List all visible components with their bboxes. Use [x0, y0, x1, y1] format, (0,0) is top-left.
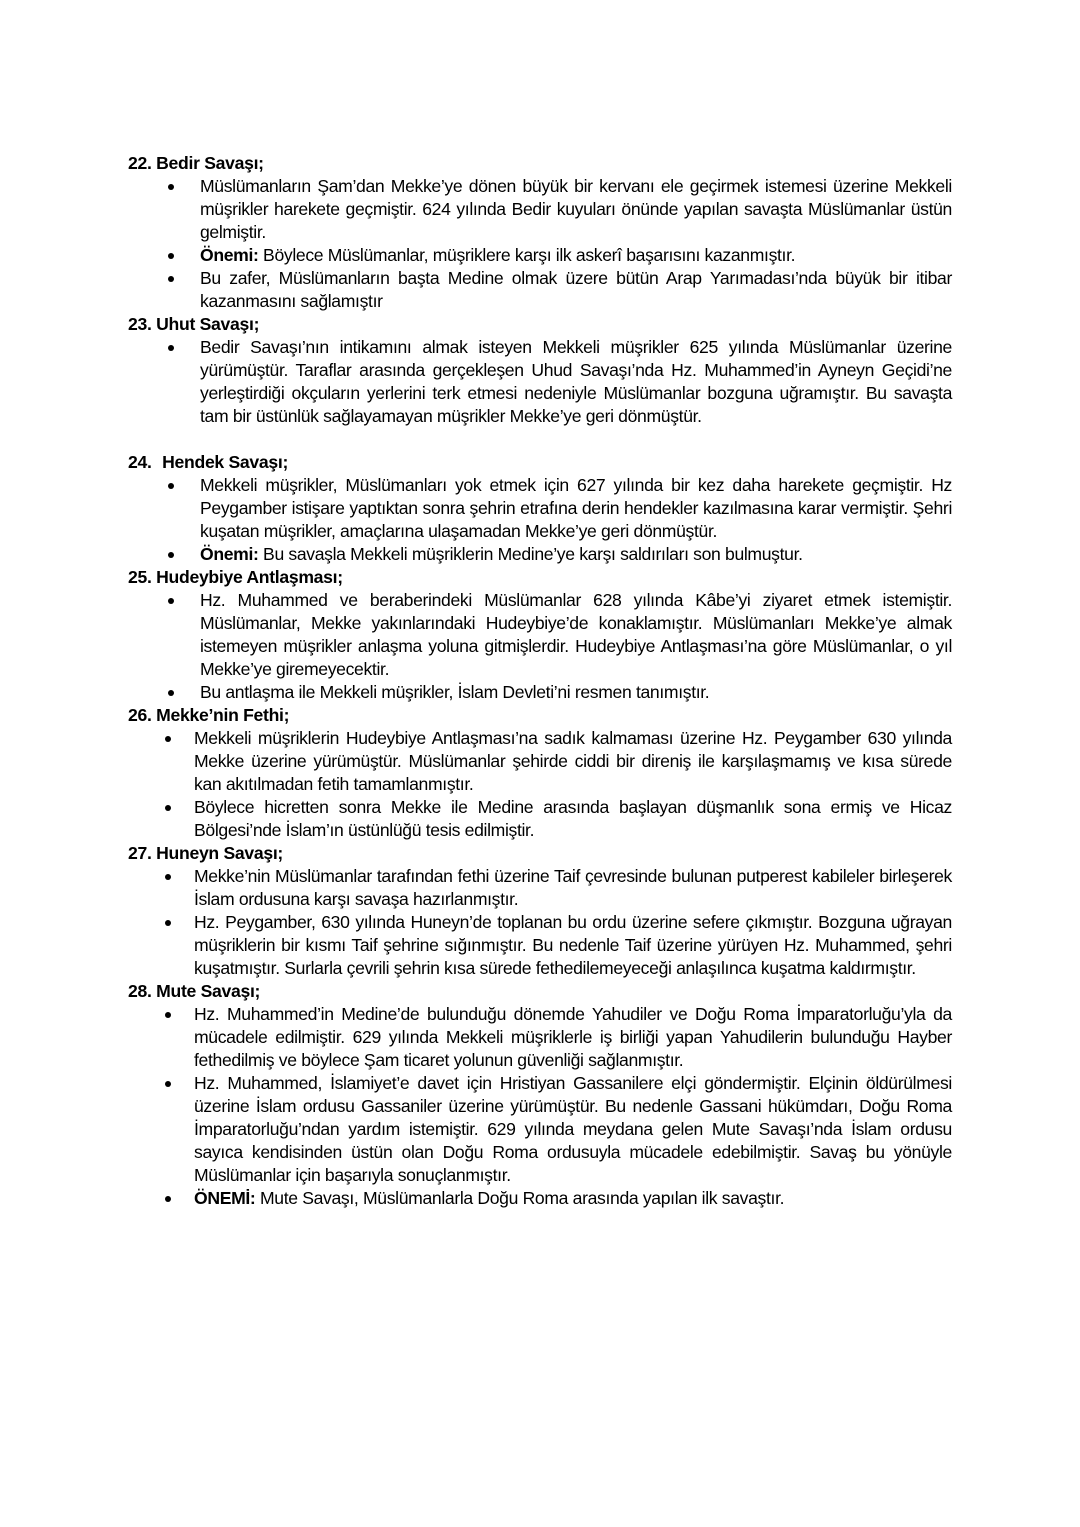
bullet-icon	[165, 1081, 171, 1087]
section-heading	[128, 980, 952, 1003]
bullet-icon	[168, 253, 174, 259]
bullet-text: Bu zafer, Müslümanların başta Medine olmak üzere bütün Arap Yarımadası’nda büyük bir itibar kazanmasını sağlamıştır	[200, 268, 952, 311]
bullet-icon	[168, 598, 174, 604]
bullet-icon	[165, 736, 171, 742]
bullet-text: Hz. Muhammed, İslamiyet’e davet için Hristiyan Gassanilere elçi göndermiştir. Elçinin öldürülmesi üzerine İslam ordusu Gassaniler üzerine yürümüştür. Bu nedenle Gassani hükümdarı, Doğu Roma İmparatorluğu’ndan yardım istemiştir. 629 yılında meydana gelen Mute Savaşı’nda İslam ordusu sayıca kendisinden üstün olan Doğu Roma ordusuyla mücadele edebilmiştir. Savaş bu yönüyle Müslümanlar için başarıyla sonuçlanmıştır.	[194, 1073, 952, 1185]
bullet-list	[128, 175, 952, 313]
section-huneyn-savasi	[128, 842, 952, 980]
bullet-list	[128, 336, 952, 428]
section-heading	[128, 566, 952, 589]
list-item	[128, 589, 952, 681]
section-mute-savasi	[128, 980, 952, 1210]
section-heading	[128, 451, 952, 474]
section-number: 25.	[128, 567, 152, 587]
bullet-text: Mekke’nin Müslümanlar tarafından fethi üzerine Taif çevresinde bulunan putperest kabileler birleşerek İslam ordusuna karşı savaşa hazırlanmıştır.	[194, 866, 952, 909]
bullet-icon	[165, 805, 171, 811]
section-title: Mekke’nin Fethi;	[156, 705, 290, 725]
list-item	[128, 727, 952, 796]
list-item	[128, 474, 952, 543]
section-mekkenin-fethi	[128, 704, 952, 842]
section-hudeybiye-antlasmasi	[128, 566, 952, 704]
bullet-text: Hz. Peygamber, 630 yılında Huneyn’de toplanan bu ordu üzerine sefere çıkmıştır. Bozguna uğrayan müşriklerin bir kısmı Taif şehrine sığınmıştır. Bu nedenle Taif üzerine yürüyen Hz. Muhammed, şehri kuşatmıştır. Surlarla çevrili şehrin kısa sürede fethedilemeyeceği anlaşılınca kuşatma kaldırmıştır.	[194, 912, 952, 978]
list-item	[128, 1187, 952, 1210]
bullet-icon	[165, 874, 171, 880]
list-item	[128, 244, 952, 267]
list-item	[128, 175, 952, 244]
section-bedir-savasi	[128, 152, 952, 313]
bullet-icon	[168, 690, 174, 696]
list-item	[128, 267, 952, 313]
bullet-list	[128, 1003, 952, 1210]
bullet-list	[128, 589, 952, 704]
list-item	[128, 681, 952, 704]
bullet-icon	[168, 184, 174, 190]
list-item	[128, 865, 952, 911]
bullet-list	[128, 865, 952, 980]
bullet-icon	[168, 552, 174, 558]
bullet-text: Hz. Muhammed ve beraberindeki Müslümanlar 628 yılında Kâbe’yi ziyaret etmek istemiştir. Müslümanlar, Mekke yakınlarındaki Hudeybiye’de konaklamıştır. Müslümanları Mekke’ye almak istemeyen müşrikler anlaşma yoluna gitmişlerdir. Hudeybiye Antlaşması’na göre Müslümanlar, o yıl Mekke’ye giremeyecektir.	[200, 590, 952, 679]
section-heading	[128, 842, 952, 865]
list-item	[128, 543, 952, 566]
section-title: Mute Savaşı;	[156, 981, 261, 1001]
bullet-text: Mekkeli müşriklerin Hudeybiye Antlaşması’na sadık kalmaması üzerine Hz. Peygamber 630 yılında Mekke üzerine yürümüştür. Müslümanlar şehirde ciddi bir direniş ile karşılaşmamış ve kısa sürede kan akıtılmadan fetih tamamlanmıştır.	[194, 728, 952, 794]
bullet-text: Böylece hicretten sonra Mekke ile Medine arasında başlayan düşmanlık sona ermiş ve Hicaz Bölgesi’nde İslam’ın üstünlüğü tesis edilmiştir.	[194, 797, 952, 840]
bullet-text: Bu antlaşma ile Mekkeli müşrikler, İslam Devleti’ni resmen tanımıştır.	[200, 682, 710, 702]
bullet-text: Bedir Savaşı’nın intikamını almak isteyen Mekkeli müşrikler 625 yılında Müslümanlar üzerine yürümüştür. Taraflar arasında gerçekleşen Uhud Savaşı’nda Hz. Muhammed’in Ayneyn Geçidi’ne yerleştirdiği okçuların yerlerini terk etmesi nedeniyle Müslümanlar bozguna uğramıştır. Bu savaşta tam bir üstünlük sağlayamayan müşrikler Mekke’ye geri dönmüştür.	[200, 337, 952, 426]
bullet-icon	[168, 483, 174, 489]
list-item	[128, 911, 952, 980]
section-number: 27.	[128, 843, 152, 863]
bullet-icon	[168, 276, 174, 282]
section-title: Bedir Savaşı;	[156, 153, 264, 173]
section-number: 22.	[128, 153, 152, 173]
bullet-icon	[168, 345, 174, 351]
section-number: 23.	[128, 314, 152, 334]
bullet-text: Böylece Müslümanlar, müşriklere karşı ilk askerî başarısını kazanmıştır.	[258, 245, 796, 265]
bullet-icon	[165, 1012, 171, 1018]
list-item	[128, 796, 952, 842]
bullet-icon	[165, 1196, 171, 1202]
section-number: 26.	[128, 705, 152, 725]
section-number: 24.	[128, 452, 152, 472]
bullet-label: Önemi:	[200, 544, 259, 564]
bullet-list	[128, 474, 952, 566]
document-page	[128, 152, 952, 1210]
section-title: Huneyn Savaşı;	[156, 843, 283, 863]
section-number: 28.	[128, 981, 152, 1001]
bullet-label: ÖNEMİ:	[194, 1188, 256, 1208]
section-heading	[128, 704, 952, 727]
bullet-text: Mekkeli müşrikler, Müslümanları yok etmek için 627 yılında bir kez daha harekete geçmiştir. Hz Peygamber istişare yaptıktan sonra şehrin etrafına derin hendekler kazılmasına karar vermiştir. Şehri kuşatan müşrikler, amaçlarına ulaşamadan Mekke’ye geri dönmüştür.	[200, 475, 952, 541]
section-hendek-savasi	[128, 451, 952, 566]
bullet-text: Hz. Muhammed’in Medine’de bulunduğu dönemde Yahudiler ve Doğu Roma İmparatorluğu’yla da mücadele edilmiştir. 629 yılında Mekkeli müşriklerle iş birliği yapan Yahudilerin bulunduğu Hayber fethedilmiş ve böylece Şam ticaret yolunun güvenliği sağlanmıştır.	[194, 1004, 952, 1070]
bullet-label: Önemi:	[200, 245, 259, 265]
section-uhut-savasi	[128, 313, 952, 428]
bullet-icon	[165, 920, 171, 926]
section-title: Hudeybiye Antlaşması;	[156, 567, 343, 587]
section-title: Hendek Savaşı;	[162, 452, 289, 472]
list-item	[128, 336, 952, 428]
list-item	[128, 1003, 952, 1072]
bullet-text: Müslümanların Şam’dan Mekke’ye dönen büyük bir kervanı ele geçirmek istemesi üzerine Mekkeli müşrikler harekete geçmiştir. 624 yılında Bedir kuyuları önünde yapılan savaşta Müslümanlar üstün gelmiştir.	[200, 176, 952, 242]
list-item	[128, 1072, 952, 1187]
section-heading	[128, 152, 952, 175]
section-heading	[128, 313, 952, 336]
section-title: Uhut Savaşı;	[156, 314, 260, 334]
bullet-list	[128, 727, 952, 842]
bullet-text: Bu savaşla Mekkeli müşriklerin Medine’ye karşı saldırıları son bulmuştur.	[258, 544, 803, 564]
bullet-text: Mute Savaşı, Müslümanlarla Doğu Roma arasında yapılan ilk savaştır.	[255, 1188, 785, 1208]
